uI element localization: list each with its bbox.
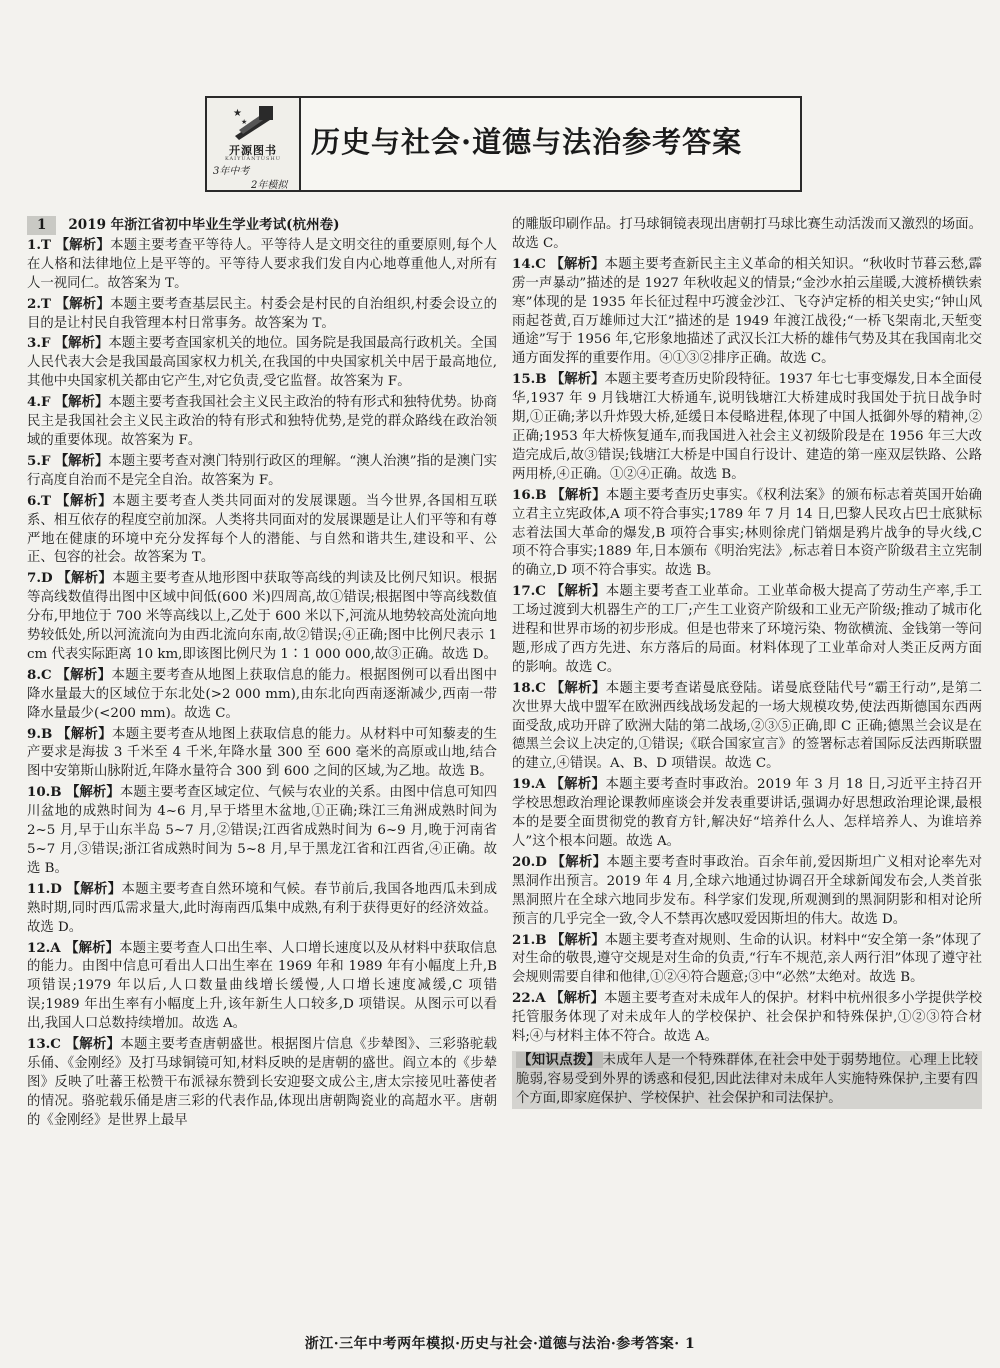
analysis-tag: 【解析】 (65, 939, 120, 956)
answer-key: 16.B (512, 486, 547, 503)
answer-item (27, 880, 497, 938)
page-footer: 浙江·三年中考两年模拟·历史与社会·道德与法治·参考答案· 1 (304, 1336, 696, 1352)
answer-key: 18.C (512, 679, 546, 696)
answer-key: 2.T (27, 295, 51, 312)
book-logo-icon (229, 104, 277, 144)
analysis-text: 本题主要考查时事政治。百余年前,爱因斯坦广义相对论率先对黑洞作出预言。2019 年 4 月,全球六地通过协调召开全球新闻发布会,人类首张黑洞照片在全球六地同步发布。科学家们发现,所观测到的黑洞阴影和相对论所预言的几乎完全一致,令人不禁再次感叹爱因斯坦的伟大。故选 D。 (512, 854, 982, 927)
answer-item (27, 295, 497, 334)
analysis-text: 本题主要考查对未成年人的保护。材料中杭州很多小学提供学校托管服务体现了对未成年人的学校保护、社会保护和特殊保护,①②③符合材料;④与材料主体不符合。故选 A。 (512, 991, 983, 1045)
answer-item (27, 236, 497, 294)
answer-item (27, 939, 497, 1035)
logo-name: 开源图书 (229, 144, 277, 157)
analysis-text: 本题主要考查基层民主。村委会是村民的自治组织,村委会设立的目的是让村民自我管理本村日常事务。故答案为 T。 (27, 296, 497, 331)
analysis-text: 本题主要考查诺曼底登陆。诺曼底登陆代号“霸王行动”,是第二次世界大战中盟军在欧洲西线战场发起的一场大规模攻势,使法西斯德国东西两面受敌,成功开辟了欧洲大陆的第二战场,②③⑤正确,即 C 正确;德黑兰会议是在德黑兰会议上决定的,①错误;《联合国家宣言》的签署标志着国际反法西斯联盟的建立,④错误。A、B、D 项错误。故选 C。 (512, 680, 982, 772)
answer-key: 17.C (512, 583, 546, 600)
analysis-tag: 【解析】 (56, 666, 112, 683)
logo-pinyin: KAIYUANTUSHU (224, 156, 281, 162)
analysis-tag: 【解析】 (65, 784, 120, 801)
answer-item (27, 334, 497, 392)
answer-key: 22.A (512, 990, 546, 1007)
answer-item (512, 679, 982, 775)
answer-key: 19.A (512, 776, 546, 793)
header-box (205, 96, 802, 192)
answer-key: 1.T (27, 236, 51, 253)
answer-item (27, 1035, 497, 1131)
analysis-text: 本题主要考查我国社会主义民主政治的特有形式和独特优势。协商民主是我国社会主义民主政治的特有形式和独特优势,是党的群众路线在政治领域的重要体现。故答案为 F。 (27, 395, 498, 448)
answer-key: 6.T (27, 492, 51, 509)
svg-text:★: ★ (241, 118, 248, 126)
answer-key: 21.B (512, 931, 547, 948)
answer-item (512, 486, 982, 582)
left-column (27, 216, 497, 1132)
answer-key: 4.F (27, 394, 51, 411)
analysis-text: 本题主要考查对澳门特别行政区的理解。“澳人治澳”指的是澳门实行高度自治而不是完全自治。故答案为 F。 (27, 453, 497, 488)
page-title: 历史与社会·道德与法治参考答案 (311, 125, 743, 159)
analysis-tag: 【解析】 (551, 486, 606, 503)
analysis-text: 本题主要考查对规则、生命的认识。材料中“安全第一条”体现了对生命的敬畏,遵守交规是对生命的负责,“行车不规范,亲人两行泪”体现了遵守社会规则需要自律和他律,①②④符合题意;③中“必然”太绝对。故选 B。 (512, 932, 982, 986)
tip-text: 未成年人是一个特殊群体,在社会中处于弱势地位。心理上比较脆弱,容易受到外界的诱惑和侵犯,因此法律对未成年人实施特殊保护,主要有四个方面,即家庭保护、学校保护、社会保护和司法保护。 (516, 1052, 978, 1106)
analysis-tag: 【解析】 (550, 990, 605, 1007)
exam-title: 2019 年浙江省初中毕业生学业考试(杭州卷) (68, 217, 340, 233)
right-column (512, 216, 982, 1109)
answer-item (27, 569, 497, 665)
analysis-tag: 【解析】 (550, 931, 605, 948)
analysis-text: 本题主要考查人类共同面对的发展课题。当今世界,各国相互联系、相互依存的程度空前加深。人类将共同面对的发展课题是让人们平等和有尊严地在健康的环境中充分发挥每个人的潜能、与自然和谐共生,建设和平、公正、包容的社会。故答案为 T。 (27, 493, 498, 566)
analysis-text: 本题主要考查国家机关的地位。国务院是我国最高行政机关。全国人民代表大会是我国最高国家权力机关,在我国的中央国家机关中居于最高地位,其他中央国家机关都由它产生,对它负责,受它监督。故答案为 F。 (27, 336, 498, 390)
answer-item (512, 775, 982, 852)
exam-heading (27, 216, 497, 235)
answer-key: 5.F (27, 452, 51, 469)
analysis-text: 本题主要考查平等待人。平等待人是文明交往的重要原则,每个人在人格和法律地位上是平等的。平等待人要求我们发自内心地尊重他人,对所有人一视同仁。故答案为 T。 (27, 237, 497, 291)
svg-text:★: ★ (233, 108, 242, 119)
answer-item (27, 393, 497, 451)
answer-item (512, 931, 982, 989)
tip-label: 【知识点拨】 (518, 1051, 601, 1068)
answer-item (512, 255, 982, 369)
answer-item (512, 989, 982, 1047)
answer-key: 10.B (27, 784, 62, 801)
analysis-tag: 【解析】 (550, 776, 606, 793)
analysis-tag: 【解析】 (65, 1036, 121, 1053)
answer-item (27, 783, 497, 879)
answer-key: 9.B (27, 725, 53, 742)
answer-key: 3.F (27, 335, 51, 352)
analysis-tag: 【解析】 (55, 236, 111, 253)
analysis-tag: 【解析】 (54, 452, 109, 469)
answer-key: 20.D (512, 853, 547, 870)
analysis-tag: 【解析】 (54, 335, 109, 352)
answer-key: 7.D (27, 570, 53, 587)
answer-key: 13.C (27, 1036, 61, 1053)
analysis-tag: 【解析】 (550, 255, 605, 272)
analysis-tag: 【解析】 (66, 880, 122, 897)
analysis-text: 本题主要考查从地图上获取信息的能力。从材料中可知藜麦的生产要求是海拔 3 千米至 4 千米,年降水量 300 至 600 毫米的高原或山地,结合图中安第斯山脉附近,年降水量符合 300 到 600 之间的区域,为乙地。故选 B。 (27, 726, 498, 780)
analysis-text: 本题主要考查区域定位、气候与农业的关系。由图中信息可知四川盆地的成熟时间为 4~6 月,早于塔里木盆地,①正确;珠江三角洲成熟时间为 2~5 月,早于山东半岛 5~7 月,②错误;江西省成熟时间为 6~9 月,晚于河南省 5~7 月,③错误;浙江省成熟时间为 5~8 月,早于黑龙江省和江西省,④正确。故选 B。 (27, 785, 497, 876)
analysis-text: 本题主要考查唐朝盛世。根据图片信息《步辇图》、三彩骆驼载乐俑、《金刚经》及打马球铜镜可知,材料反映的是唐朝的盛世。阎立本的《步辇图》反映了吐蕃王松赞干布派禄东赞到长安迎娶文成公主,唐太宗接见吐蕃使者的情况。骆驼载乐俑是唐三彩的代表作品,体现出唐朝陶瓷业的高超水平。唐朝的《金刚经》是世界上最早 (27, 1037, 497, 1128)
analysis-tag: 【解析】 (55, 295, 111, 312)
right-answer-list (512, 255, 982, 1047)
analysis-tag: 【解析】 (57, 570, 113, 587)
analysis-text: 本题主要考查新民主主义革命的相关知识。“秋收时节暮云愁,霹雳一声暴动”描述的是 1927 年秋收起义的情景;“金沙水拍云崖暖,大渡桥横铁索寒”体现的是 1935 年长征过程中巧渡金沙江、飞夺泸定桥的相关史实;“钟山风雨起苍黄,百万雄师过大江”描述的是 1949 年渡江战役;“一桥飞架南北,天堑变通途”写于 1956 年,它形象地描述了武汉长江大桥的雄伟气势及其在我国南北交通方面发挥的重要作用。④①③②排序正确。故选 C。 (512, 256, 983, 367)
analysis-tag: 【解析】 (55, 492, 113, 509)
analysis-tag: 【解析】 (551, 853, 607, 870)
logo-subtitle-2: 2年模拟 (251, 180, 288, 191)
analysis-text: 本题主要考查人口出生率、人口增长速度以及从材料中获取信息的能力。由图中信息可看出人口出生率在 1969 年和 1989 年有小幅度上升,B 项错误;1979 年以后,人口数量曲线增长缓慢,人口增长速度减缓,C 项错误;1989 年出生率有小幅度上升,该年新生人口较多,D 项错误。从图示可以看出,我国人口总数持续增加。故选 A。 (27, 940, 498, 1032)
answer-key: 8.C (27, 666, 52, 683)
answer-item (512, 582, 982, 678)
knowledge-tip (512, 1051, 982, 1109)
exam-number: 1 (27, 216, 56, 235)
analysis-text: 本题主要考查从地图上获取信息的能力。根据图例可以看出图中降水量最大的区域位于东北处(>2 000 mm),由东北向西南逐渐减少,西南一带降水量最少(<200 mm)。故选 C。 (27, 667, 497, 721)
answer-key: 11.D (27, 880, 62, 897)
analysis-text: 本题主要考查时事政治。2019 年 3 月 18 日,习近平主持召开学校思想政治理论课教师座谈会并发表重要讲话,强调办好思想政治理论课,最根本的是要全面贯彻党的教育方针,解决好“培养什么人、怎样培养人、为谁培养人”这个根本问题。故选 A。 (512, 777, 982, 849)
answer-key: 14.C (512, 255, 546, 272)
publisher-logo (207, 98, 301, 190)
logo-subtitle-1: 3年中考 (213, 166, 250, 177)
analysis-tag: 【解析】 (54, 394, 109, 411)
analysis-tag: 【解析】 (56, 725, 113, 742)
analysis-text: 本题主要考查从地形图中获取等高线的判读及比例尺知识。根据等高线数值得出图中区域中间低(600 米)四周高,故①错误;根据图中等高线数值分布,甲地位于 700 米等高线以上,乙处于 600 米以下,河流从地势较高处流向地势较低处,所以河流流向为由西北流向东南,故②错误;④正确;图中比例尺表示 1 cm 代表实际距离 10 km,即该图比例尺为 1∶1 000 000,故③正确。故选 D。 (27, 571, 498, 662)
analysis-text: 本题主要考查历史事实。《权利法案》的颁布标志着英国开始确立君主立宪政体,A 项不符合事实;1789 年 7 月 14 日,巴黎人民攻占巴士底狱标志着法国大革命的爆发,B 项符合事实;林则徐虎门销烟是鸦片战争的导火线,C 项不符合事实;1889 年,日本颁布《明治宪法》,标志着日本资产阶级君主立宪制的确立,D 项不符合事实。故选 B。 (512, 487, 983, 579)
answer-item (27, 725, 497, 783)
analysis-tag: 【解析】 (550, 371, 605, 388)
answer-key: 15.B (512, 371, 547, 388)
analysis-tag: 【解析】 (550, 679, 606, 696)
answer-continuation: 的雕版印刷作品。打马球铜镜表现出唐朝打马球比赛生动活泼而又激烈的场面。故选 C。 (512, 217, 982, 251)
answer-key: 12.A (27, 939, 61, 956)
analysis-text: 本题主要考查自然环境和气候。春节前后,我国各地西瓜未到成熟时期,同时西瓜需求量大,此时海南西瓜集中成熟,有利于获得更好的经济效益。故选 D。 (27, 881, 497, 935)
left-answer-list (27, 236, 497, 1131)
answer-item (512, 370, 982, 484)
analysis-tag: 【解析】 (550, 583, 606, 600)
analysis-text: 本题主要考查历史阶段特征。1937 年七七事变爆发,日本全面侵华,1937 年 9 月钱塘江大桥通车,说明钱塘江大桥建成时我国处于抗日战争时期,①正确;茅以升炸毁大桥,延缓日本侵略进程,体现了中国人抵御外辱的精神,②正确;1953 年大桥恢复通车,而我国进入社会主义初级阶段是在 1956 年三大改造完成后,故③错误;钱塘江大桥是中国自行设计、建造的第一座双层铁路、公路两用桥,④正确。①②④正确。故选 B。 (512, 372, 982, 482)
answer-item (27, 666, 497, 724)
analysis-text: 本题主要考查工业革命。工业革命极大提高了劳动生产率,手工工场过渡到大机器生产的工厂;产生工业资产阶级和工业无产阶级;推动了城市化进程和世界市场的初步形成。但是也带来了环境污染、物欲横流、金钱第一等问题,形成了西方先进、东方落后的局面。材料体现了工业革命对人类正反两方面的影响。故选 C。 (512, 584, 983, 675)
answer-item (512, 853, 982, 930)
answer-item (27, 492, 497, 569)
answer-item (27, 452, 497, 491)
